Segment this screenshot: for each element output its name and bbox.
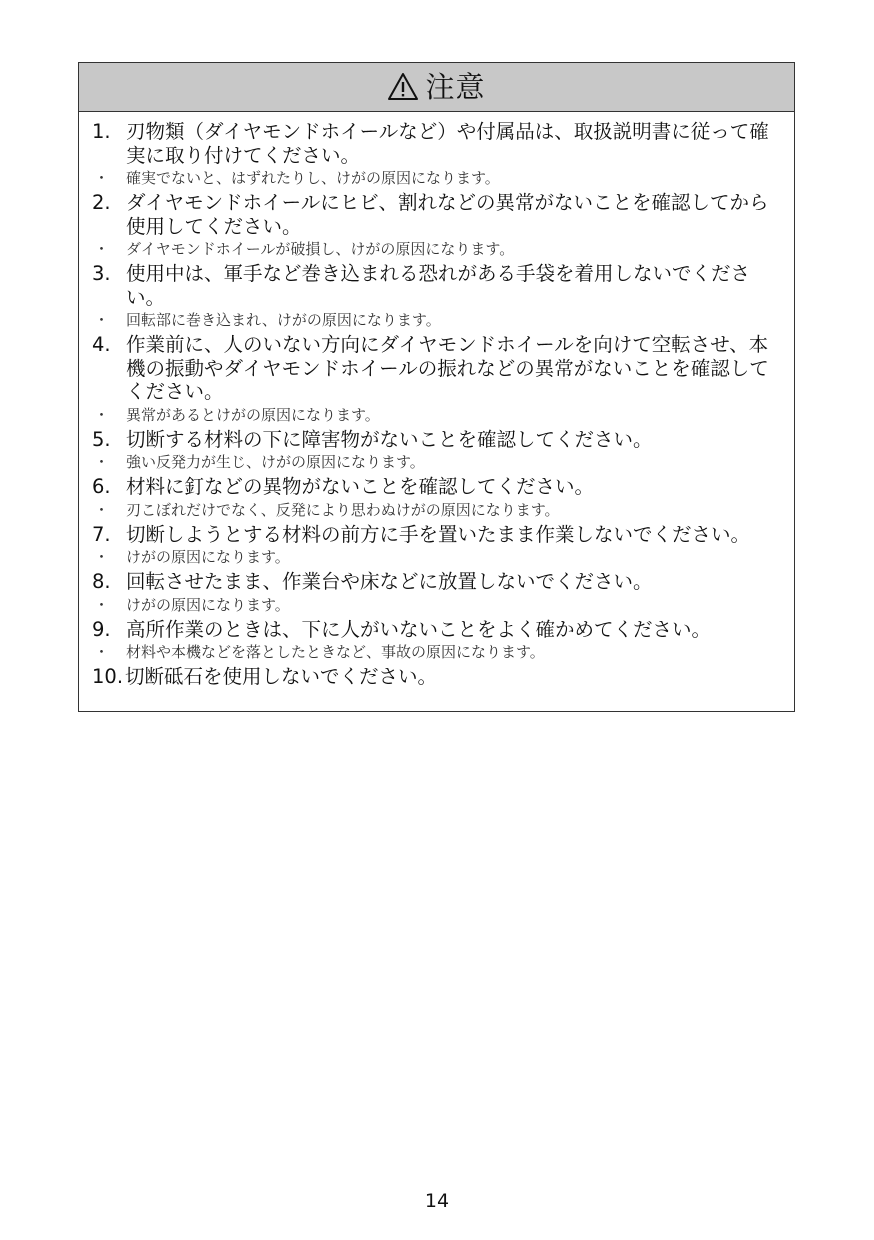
item-number: 1.	[92, 120, 111, 143]
caution-item	[92, 665, 784, 689]
caution-item	[92, 428, 784, 452]
caution-item	[92, 618, 784, 642]
item-note	[92, 641, 784, 664]
caution-title: 注意	[425, 69, 486, 104]
caution-item	[92, 262, 784, 309]
bullet: ・	[94, 453, 110, 471]
note-text: 確実でないと、はずれたりし、けがの原因になります。	[126, 169, 500, 187]
item-note	[92, 238, 784, 261]
item-number: 5.	[92, 427, 111, 451]
bullet: ・	[94, 405, 110, 424]
page-number: 14	[424, 1190, 450, 1212]
item-note	[92, 451, 784, 474]
item-text: 高所作業のときは、下に人がいないことをよく確かめてください。	[126, 617, 712, 641]
caution-box	[78, 62, 795, 712]
bullet: ・	[94, 311, 110, 329]
caution-list	[79, 112, 794, 689]
item-number: 4.	[92, 333, 111, 356]
caution-item	[92, 120, 784, 167]
item-note	[92, 594, 784, 617]
caution-header	[79, 63, 794, 112]
caution-item	[92, 570, 784, 594]
item-note	[92, 499, 784, 522]
note-text: けがの原因になります。	[126, 595, 290, 614]
note-text: けがの原因になります。	[126, 548, 290, 566]
item-text: 刃物類（ダイヤモンドホイールなど）や付属品は、取扱説明書に従って確実に取り付けてください。	[126, 120, 769, 167]
bullet: ・	[94, 500, 110, 519]
item-text: 切断砥石を使用しないでください。	[125, 665, 438, 688]
item-text: 材料に釘などの異物がないことを確認してください。	[126, 475, 595, 498]
item-number: 2.	[92, 191, 111, 214]
item-text: 切断する材料の下に障害物がないことを確認してください。	[126, 427, 653, 451]
item-number: 6.	[92, 475, 111, 498]
note-text: 回転部に巻き込まれ、けがの原因になります。	[126, 311, 441, 329]
caution-item	[92, 475, 784, 499]
caution-item	[92, 523, 784, 547]
item-number: 8.	[92, 570, 111, 593]
note-text: 異常があるとけがの原因になります。	[126, 405, 380, 424]
item-text: 回転させたまま、作業台や床などに放置しないでください。	[126, 570, 653, 593]
note-text: 刃こぼれだけでなく、反発により思わぬけがの原因になります。	[126, 500, 560, 519]
item-number: 10.	[92, 665, 124, 688]
item-text: 作業前に、人のいない方向にダイヤモンドホイールを向けて空転させ、本機の振動やダイヤモンドホイールの振れなどの異常がないことを確認してください。	[126, 333, 769, 403]
note-text: 材料や本機などを落としたときなど、事故の原因になります。	[126, 643, 545, 661]
item-number: 7.	[92, 522, 111, 546]
caution-item	[92, 191, 784, 238]
note-text: 強い反発力が生じ、けがの原因になります。	[126, 453, 425, 471]
bullet: ・	[94, 548, 110, 566]
item-note	[92, 167, 784, 190]
warning-triangle-icon	[387, 72, 419, 102]
item-text: 使用中は、軍手など巻き込まれる恐れがある手袋を着用しないでください。	[126, 262, 751, 309]
note-text: ダイヤモンドホイールが破損し、けがの原因になります。	[126, 240, 515, 258]
caution-item	[92, 333, 784, 404]
bullet: ・	[94, 595, 110, 614]
item-text: 切断しようとする材料の前方に手を置いたまま作業しないでください。	[126, 522, 751, 546]
item-note	[92, 309, 784, 332]
item-note	[92, 404, 784, 427]
item-number: 9.	[92, 617, 111, 641]
item-text: ダイヤモンドホイールにヒビ、割れなどの異常がないことを確認してから使用してください。	[126, 191, 769, 238]
bullet: ・	[94, 643, 110, 661]
item-number: 3.	[92, 262, 111, 285]
item-note	[92, 546, 784, 569]
bullet: ・	[94, 169, 110, 187]
bullet: ・	[94, 240, 110, 258]
